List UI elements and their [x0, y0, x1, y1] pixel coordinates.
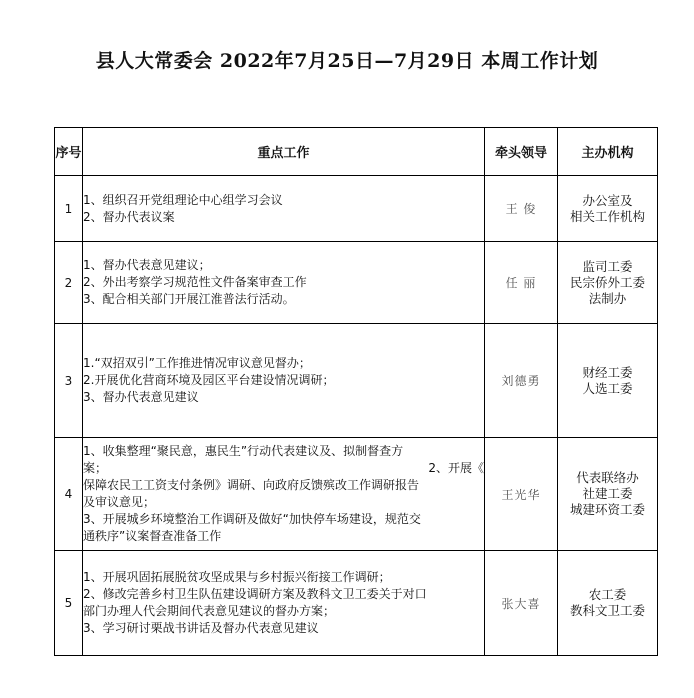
work-item: 及审议意见； — [83, 495, 156, 509]
org-item: 财经工委 — [582, 364, 633, 380]
table-row — [55, 551, 658, 656]
org-item: 法制办 — [588, 290, 627, 306]
work-item — [83, 460, 484, 477]
row-work — [83, 176, 485, 242]
row-org — [558, 242, 658, 324]
row-org — [558, 551, 658, 656]
row-leader: 张大喜 — [485, 551, 558, 656]
row-org — [558, 176, 658, 242]
row-leader: 刘德勇 — [485, 324, 558, 438]
work-item: 2、修改完善乡村卫生队伍建设调研方案及教科文卫工委关于对口 — [83, 587, 427, 601]
table-row — [55, 242, 658, 324]
work-item: 2、督办代表议案 — [83, 209, 175, 224]
org-item: 民宗侨外工委 — [569, 274, 645, 290]
work-plan-table — [54, 127, 658, 656]
row-org — [558, 438, 658, 551]
header-leader: 牵头领导 — [485, 128, 558, 176]
org-item: 教科文卫工委 — [569, 603, 645, 618]
row-seq: 4 — [55, 438, 83, 551]
work-item: 3、配合相关部门开展江淮普法行活动。 — [83, 292, 295, 306]
work-item: 1、收集整理“聚民意，惠民生”行动代表建议及、拟制督查方 — [83, 444, 404, 458]
org-item: 农工委 — [588, 587, 627, 602]
header-work: 重点工作 — [83, 128, 485, 176]
row-org — [558, 324, 658, 438]
work-item: 2、外出考察学习规范性文件备案审查工作 — [83, 275, 307, 289]
row-leader: 王 俊 — [485, 176, 558, 242]
row-leader: 王光华 — [485, 438, 558, 551]
org-item: 代表联络办 — [576, 470, 639, 485]
org-item: 人选工委 — [582, 380, 633, 396]
page-title: 县人大常委会 2022年7月25日—7月29日 本周工作计划 — [95, 50, 599, 72]
work-item: 保障农民工工资支付条例》调研、向政府反馈殡改工作调研报告 — [83, 478, 420, 492]
table-row — [55, 324, 658, 438]
table-header-row — [55, 128, 658, 176]
row-seq: 3 — [55, 324, 83, 438]
row-seq: 2 — [55, 242, 83, 324]
row-seq: 1 — [55, 176, 83, 242]
row-work — [83, 242, 485, 324]
work-item-part: 2、开展《 — [428, 461, 484, 475]
org-item: 相关工作机构 — [569, 208, 645, 224]
org-item: 城建环资工委 — [569, 502, 645, 517]
work-item: 部门办理人代会期间代表意见建议的督办方案； — [83, 604, 336, 618]
row-work — [83, 324, 485, 438]
header-seq: 序号 — [55, 128, 83, 176]
work-item: 1、开展巩固拓展脱贫攻坚成果与乡村振兴衔接工作调研； — [83, 570, 391, 584]
row-leader: 任 丽 — [485, 242, 558, 324]
work-item: 3、督办代表意见建议 — [83, 390, 199, 404]
work-item: 1、组织召开党组理论中心组学习会议 — [83, 192, 283, 207]
org-item: 社建工委 — [582, 486, 633, 501]
work-item: 2.开展优化营商环境及园区平台建设情况调研； — [83, 373, 335, 387]
org-item: 监司工委 — [582, 258, 633, 274]
work-item: 1.“双招双引”工作推进情况审议意见督办； — [83, 356, 311, 370]
work-item: 3、学习研讨栗战书讲话及督办代表意见建议 — [83, 621, 319, 635]
work-item: 通秩序”议案督查准备工作 — [83, 529, 222, 543]
work-item: 3、开展城乡环境整治工作调研及做好“加快停车场建设，规范交 — [83, 512, 421, 526]
header-org: 主办机构 — [558, 128, 658, 176]
row-work — [83, 551, 485, 656]
work-item-part: 案； — [83, 461, 108, 475]
table-row — [55, 176, 658, 242]
table-row — [55, 438, 658, 551]
row-seq: 5 — [55, 551, 83, 656]
org-item: 办公室及 — [582, 192, 633, 208]
row-work — [83, 438, 485, 551]
work-item: 1、督办代表意见建议； — [83, 258, 211, 272]
